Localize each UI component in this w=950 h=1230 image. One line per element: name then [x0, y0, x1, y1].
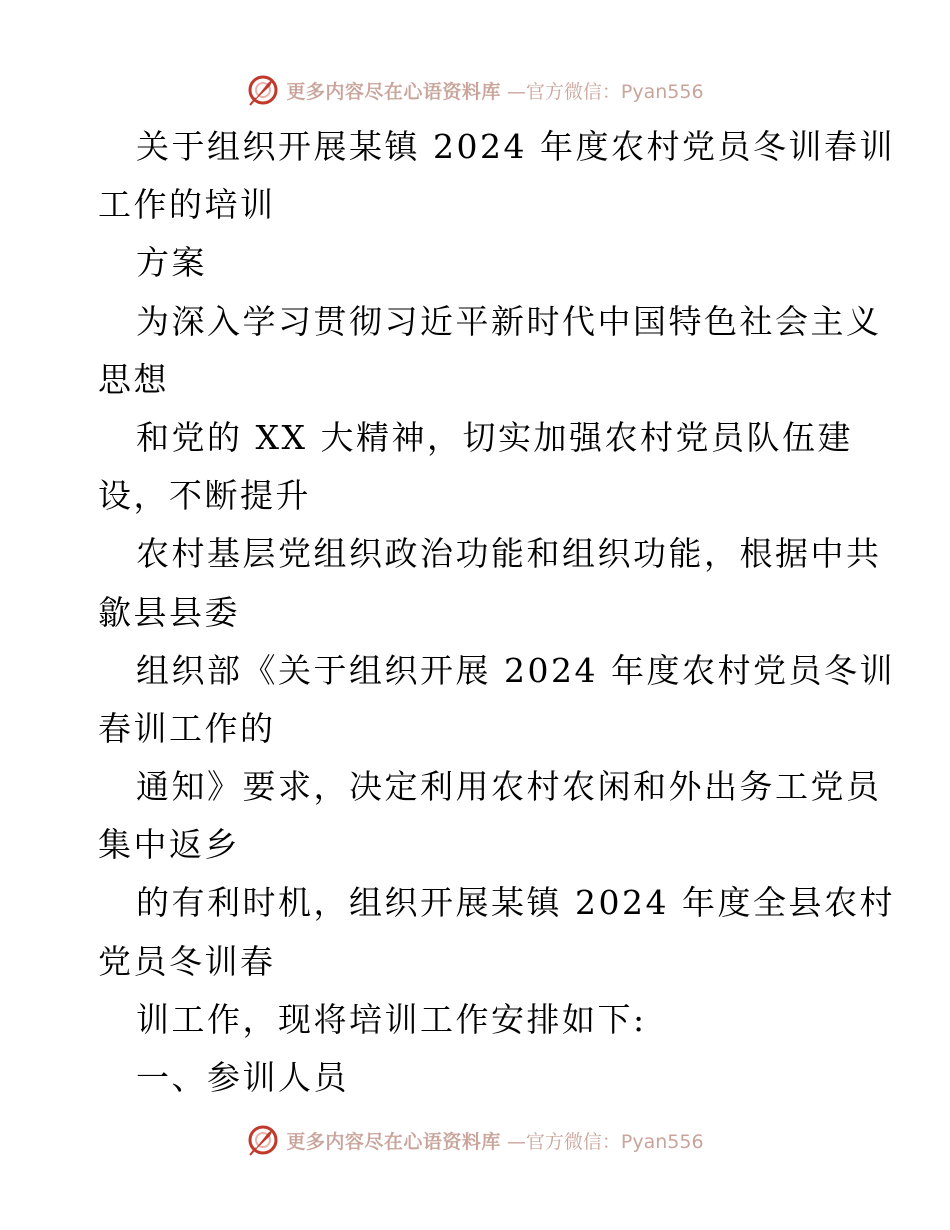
paragraph-line: 集中返乡 — [98, 825, 240, 865]
footer-watermark-banner — [0, 1120, 950, 1160]
quill-pen-logo-icon — [246, 1123, 280, 1157]
paragraph-line: 歙县县委 — [98, 592, 240, 632]
title-line-2: 工作的培训 — [98, 185, 276, 225]
header-wechat-text: —官方微信：Pyan556 — [506, 80, 704, 103]
title-line-3: 方案 — [136, 243, 207, 283]
paragraph-line: 通知》要求，决定利用农村农闲和外出务工党员 — [136, 767, 882, 807]
header-promo-text: 更多内容尽在心语资料库 — [286, 80, 501, 103]
paragraph-line: 党员冬训春 — [98, 941, 276, 981]
quill-pen-logo-icon — [246, 73, 280, 107]
header-watermark-banner — [0, 70, 950, 110]
paragraph-line: 设，不断提升 — [98, 476, 311, 516]
paragraph-line: 组织部《关于组织开展 2024 年度农村党员冬训 — [136, 650, 895, 690]
paragraph-line: 为深入学习贯彻习近平新时代中国特色社会主义 — [136, 301, 882, 341]
title-line-1: 关于组织开展某镇 2024 年度农村党员冬训春训 — [136, 127, 895, 166]
paragraph-line: 的有利时机，组织开展某镇 2024 年度全县农村 — [136, 883, 895, 923]
paragraph-line: 春训工作的 — [98, 708, 276, 748]
footer-wechat-text: —官方微信：Pyan556 — [506, 1130, 704, 1153]
paragraph-line: 训工作，现将培训工作安排如下: — [136, 999, 647, 1039]
paragraph-line: 和党的 XX 大精神，切实加强农村党员队伍建 — [136, 417, 853, 457]
paragraph-line: 农村基层党组织政治功能和组织功能，根据中共 — [136, 534, 882, 574]
section-heading: 一、参训人员 — [136, 1058, 349, 1097]
footer-promo-text: 更多内容尽在心语资料库 — [286, 1130, 501, 1153]
paragraph-line: 思想 — [98, 359, 169, 399]
document-body — [98, 118, 895, 1107]
